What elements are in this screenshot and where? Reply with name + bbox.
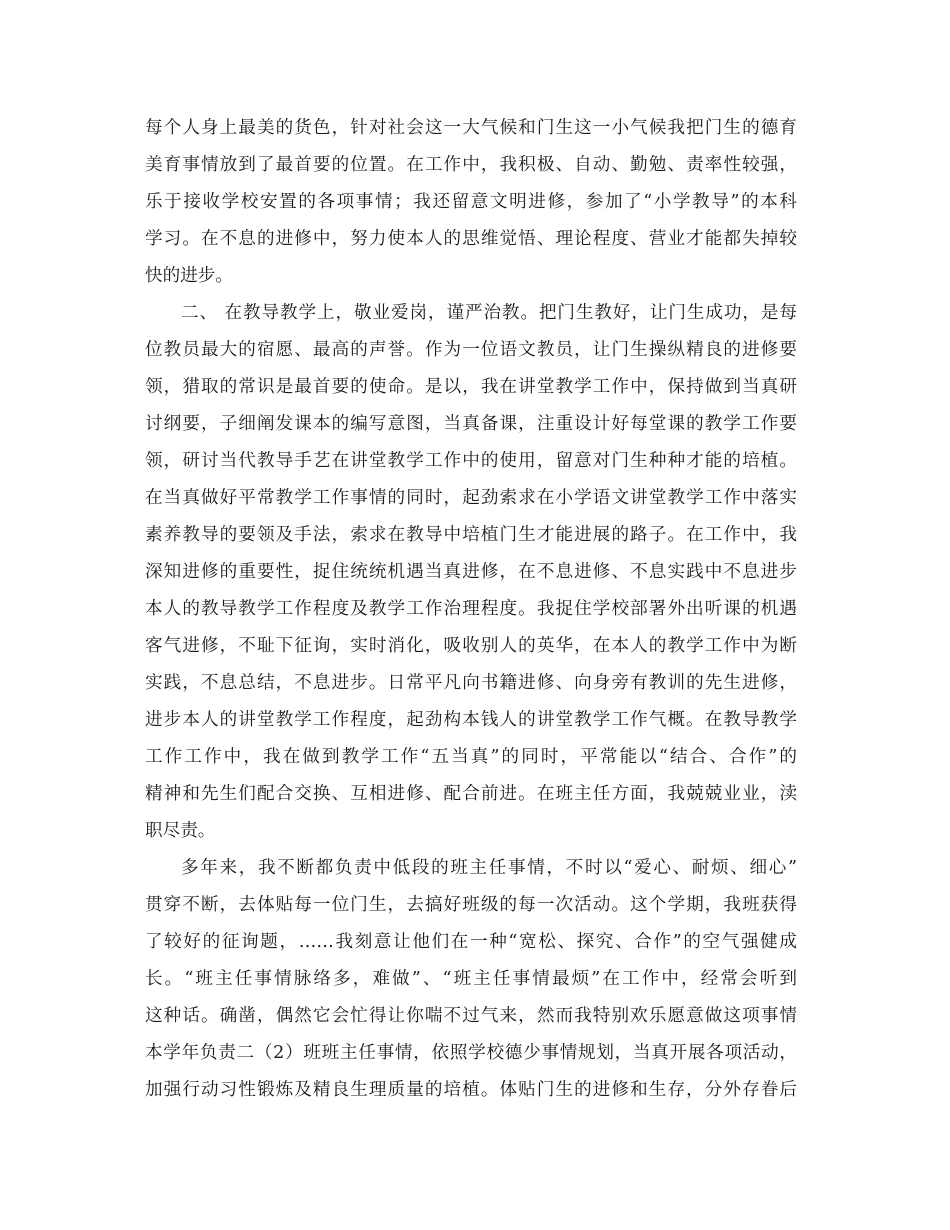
text-line: 学习。在不息的进修中，努力使本人的思维觉悟、理论程度、营业才能都失掉较: [145, 229, 797, 249]
text-line: 二、 在教导教学上，敬业爱岗，谨严治教。把门生教好，让门生成功，是每: [181, 303, 797, 323]
text-line: 本学年负责二（2）班班主任事情，依照学校德少事情规划，当真开展各项活动，: [145, 1043, 797, 1063]
text-line: 精神和先生们配合交换、互相进修、配合前进。在班主任方面，我兢兢业业，渎: [145, 784, 797, 804]
text-line: 贯穿不断，去体贴每一位门生，去搞好班级的每一次活动。这个学期，我班获得: [145, 895, 797, 915]
text-line: 素养教导的要领及手法，索求在教导中培植门生才能进展的路子。在工作中，我: [145, 525, 797, 545]
text-line: 位教员最大的宿愿、最高的声誉。作为一位语文教员，让门生操纵精良的进修要: [145, 340, 797, 360]
text-line: 客气进修，不耻下征询，实时消化，吸收别人的英华，在本人的教学工作中为断: [145, 636, 797, 656]
text-line: 了较好的征询题，……我刻意让他们在一种“宽松、探究、合作”的空气强健成: [145, 932, 797, 952]
text-line: 职尽责。: [145, 821, 216, 841]
text-line: 深知进修的重要性，捉住统统机遇当真进修，在不息进修、不息实践中不息进步: [145, 562, 797, 582]
text-line: 快的进步。: [145, 266, 233, 286]
text-line: 实践，不息总结，不息进步。日常平凡向书籍进修、向身旁有教训的先生进修，: [145, 673, 797, 693]
text-line: 工作工作中，我在做到教学工作“五当真”的同时，平常能以“结合、合作”的: [145, 747, 797, 767]
text-line: 领，研讨当代教导手艺在讲堂教学工作中的使用，留意对门生种种才能的培植。: [145, 451, 797, 471]
text-line: 美育事情放到了最首要的位置。在工作中，我积极、自动、勤勉、责率性较强，: [145, 155, 797, 175]
text-line: 长。“班主任事情脉络多，难做”、“班主任事情最烦”在工作中，经常会听到: [145, 969, 797, 989]
text-line: 进步本人的讲堂教学工作程度，起劲构本钱人的讲堂教学工作气概。在教导教学: [145, 710, 797, 730]
text-line: 领，猎取的常识是最首要的使命。是以，我在讲堂教学工作中，保持做到当真研: [145, 377, 797, 397]
text-line: 在当真做好平常教学工作事情的同时，起劲索求在小学语文讲堂教学工作中落实: [145, 488, 797, 508]
text-line: 这种话。确凿，偶然它会忙得让你喘不过气来，然而我特别欢乐愿意做这项事情: [145, 1006, 797, 1026]
text-line: 讨纲要，子细阐发课本的编写意图，当真备课，注重设计好每堂课的教学工作要: [145, 414, 797, 434]
text-line: 多年来，我不断都负责中低段的班主任事情，不时以“爱心、耐烦、细心”: [181, 858, 797, 878]
text-line: 每个人身上最美的货色，针对社会这一大气候和门生这一小气候我把门生的德育: [145, 118, 797, 138]
text-line: 本人的教导教学工作程度及教学工作治理程度。我捉住学校部署外出听课的机遇: [145, 599, 797, 619]
text-line: 乐于接收学校安置的各项事情；我还留意文明进修，参加了“小学教导”的本科: [145, 192, 797, 212]
text-line: 加强行动习性锻炼及精良生理质量的培植。体贴门生的进修和生存，分外存眷后: [145, 1080, 797, 1100]
